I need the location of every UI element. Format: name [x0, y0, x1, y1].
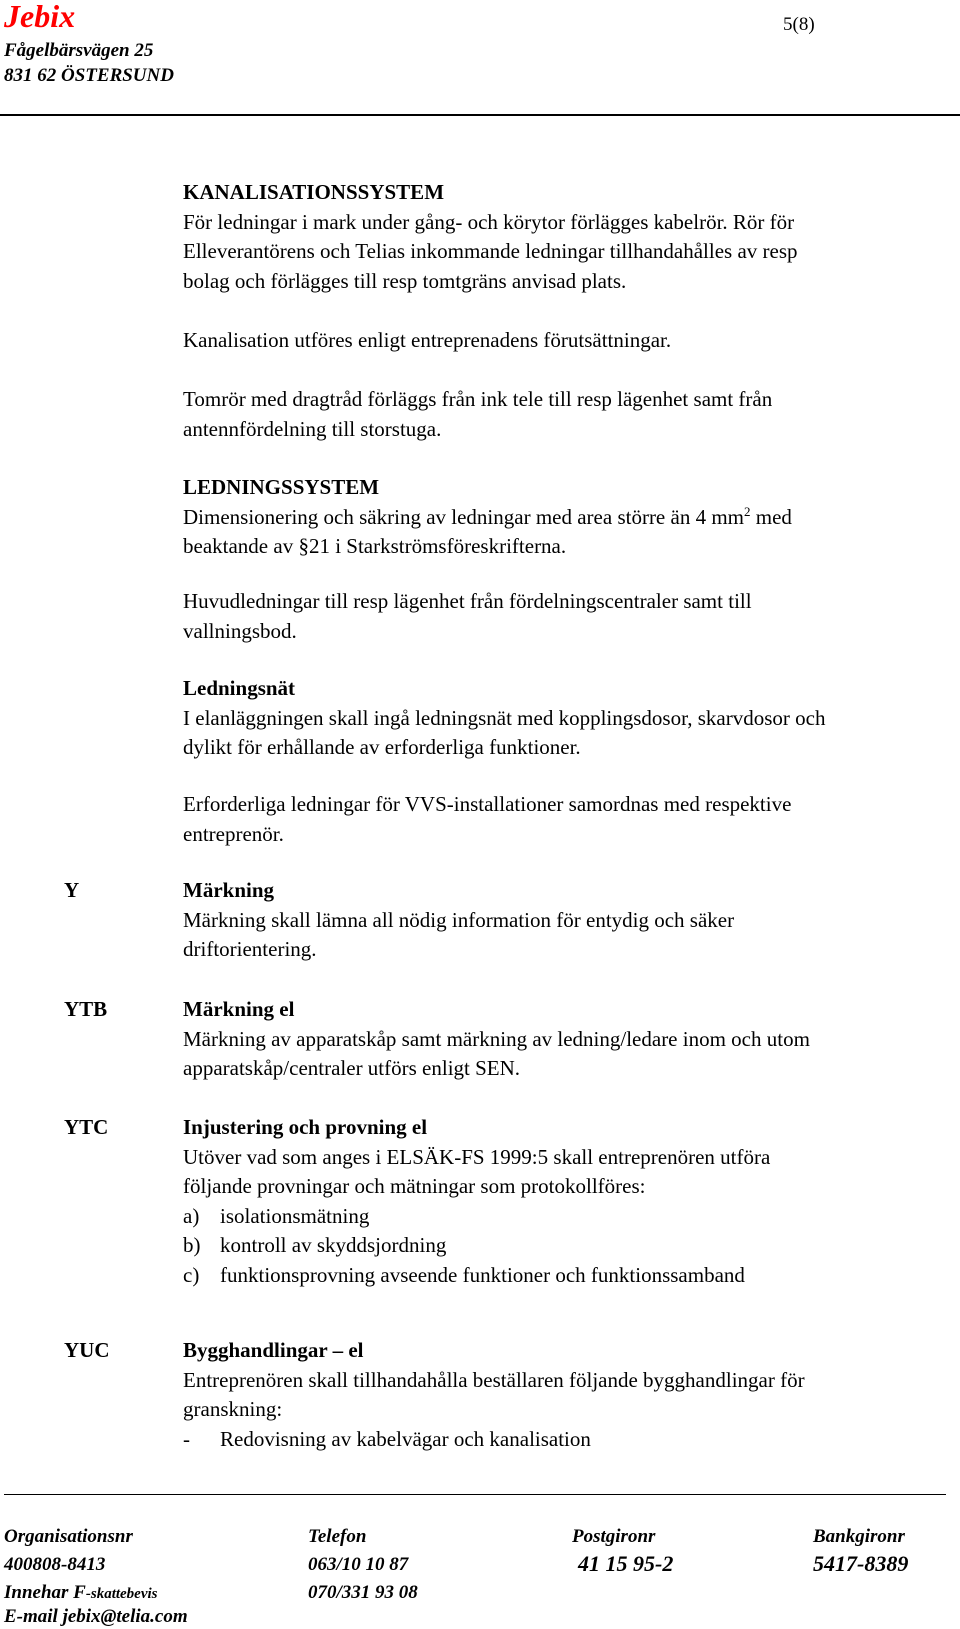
paragraph-line: I elanläggningen skall ingå ledningsnät med kopplingsdosor, skarvdosor och: [183, 705, 826, 730]
section-code: YTC: [64, 1115, 109, 1139]
footer-phone-label: Telefon: [308, 1526, 367, 1547]
paragraph-line: Entreprenören skall tillhandahålla beställaren följande bygghandlingar för: [183, 1367, 805, 1392]
paragraph-line: driftorientering.: [183, 937, 317, 961]
page-number: 5(8): [783, 14, 815, 35]
paragraph-line: följande provningar och mätningar som protokollföres:: [183, 1174, 646, 1198]
list-item: [183, 1425, 958, 1455]
paragraph-line: vallningsbod.: [183, 618, 297, 643]
paragraph-line: Elleverantörens och Telias inkommande ledningar tillhandahålles av resp: [183, 239, 798, 263]
paragraph-line: Kanalisation utföres enligt entreprenadens förutsättningar.: [183, 328, 672, 352]
section-injustering: [183, 1113, 958, 1290]
text-run: med: [750, 504, 792, 529]
section-code: YUC: [64, 1338, 110, 1362]
footer-org-value: 400808-8413: [4, 1554, 106, 1575]
section-heading: LEDNINGSSYSTEM: [183, 475, 380, 499]
footer-phone-2: 070/331 93 08: [308, 1582, 418, 1603]
section-code: YTB: [64, 997, 108, 1021]
section-heading: Ledningsnät: [183, 676, 296, 700]
paragraph-line: antennfördelning till storstuga.: [183, 416, 442, 441]
section-heading: Bygghandlingar – el: [183, 1338, 364, 1362]
section-ledningsnat: [183, 674, 958, 763]
footer-email[interactable]: E-mail jebix@telia.com: [4, 1606, 188, 1627]
section-bygghandlingar: [183, 1336, 958, 1454]
paragraph-line: Utöver vad som anges i ELSÄK-FS 1999:5 skall entreprenören utföra: [183, 1144, 771, 1169]
paragraph-line: apparatskåp/centraler utförs enligt SEN.: [183, 1056, 521, 1080]
list-item: [183, 1261, 958, 1291]
paragraph-line: bolag och förlägges till resp tomtgräns anvisad plats.: [183, 268, 627, 293]
paragraph-line: Tomrör med dragtråd förläggs från ink tele till resp lägenhet samt från: [183, 387, 773, 411]
list-item-text: Redovisning av kabelvägar och kanalisation: [220, 1426, 591, 1451]
paragraph-line: beaktande av §21 i Starkströmsföreskrifterna.: [183, 534, 567, 558]
company-logo: Jebix: [4, 0, 76, 34]
section-heading: Märkning el: [183, 997, 295, 1021]
paragraph-kanalisation-2: [183, 326, 958, 356]
paragraph-kanalisation-3: [183, 385, 958, 444]
paragraph-line: Märkning skall lämna all nödig information för entydig och säker: [183, 907, 735, 932]
section-ledningssystem: [183, 473, 958, 562]
list-marker: a): [183, 1203, 200, 1228]
address-city: 831 62 ÖSTERSUND: [4, 65, 174, 86]
section-heading: Märkning: [183, 878, 275, 902]
paragraph-ledning-2: [183, 587, 958, 646]
paragraph-line: [183, 503, 958, 533]
section-markning: [183, 876, 958, 965]
superscript: 2: [744, 503, 751, 519]
text-run: Dimensionering och säkring av ledningar med area större än 4 mm: [183, 504, 744, 529]
paragraph-line: Huvudledningar till resp lägenhet från fördelningscentraler samt till: [183, 589, 752, 613]
paragraph-line: För ledningar i mark under gång- och körytor förlägges kabelrör. Rör för: [183, 209, 795, 234]
paragraph-line: granskning:: [183, 1397, 283, 1421]
footer-postgiro-value: 41 15 95-2: [578, 1551, 674, 1576]
paragraph-line: dylikt för erhållande av erforderliga funktioner.: [183, 735, 581, 759]
section-heading: Injustering och provning el: [183, 1115, 428, 1139]
footer-tax-label: Innehar F: [4, 1582, 86, 1603]
address-street: Fågelbärsvägen 25: [4, 40, 154, 61]
footer-org-label: Organisationsnr: [4, 1526, 133, 1547]
list-item: [183, 1202, 958, 1232]
list-item: [183, 1231, 958, 1261]
section-code: Y: [64, 878, 80, 902]
footer-bankgiro-value: 5417-8389: [813, 1551, 909, 1576]
footer-postgiro-label: Postgironr: [572, 1526, 656, 1547]
header-divider: [0, 114, 960, 116]
list-item-text: isolationsmätning: [220, 1203, 370, 1228]
section-heading: KANALISATIONSSYSTEM: [183, 180, 445, 204]
footer-phone-1: 063/10 10 87: [308, 1554, 409, 1575]
footer-bankgiro-label: Bankgironr: [813, 1526, 905, 1547]
paragraph-line: Märkning av apparatskåp samt märkning av ledning/ledare inom och utom: [183, 1026, 810, 1051]
list-marker: c): [183, 1262, 200, 1287]
paragraph-line: entreprenör.: [183, 821, 284, 846]
list-marker: b): [183, 1233, 201, 1257]
list-item-text: funktionsprovning avseende funktioner och funktionssamband: [220, 1262, 745, 1287]
footer-tax-status: [4, 1582, 158, 1604]
section-kanalisation: [183, 178, 958, 296]
paragraph-line: Erforderliga ledningar för VVS-installationer samordnas med respektive: [183, 792, 792, 816]
list-marker: -: [183, 1426, 190, 1451]
section-markning-el: [183, 995, 958, 1084]
footer-divider: [4, 1494, 946, 1495]
footer-tax-suffix: -skattebevis: [85, 1586, 158, 1602]
list-item-text: kontroll av skyddsjordning: [220, 1233, 447, 1257]
paragraph-ledningsnat-2: [183, 790, 958, 849]
